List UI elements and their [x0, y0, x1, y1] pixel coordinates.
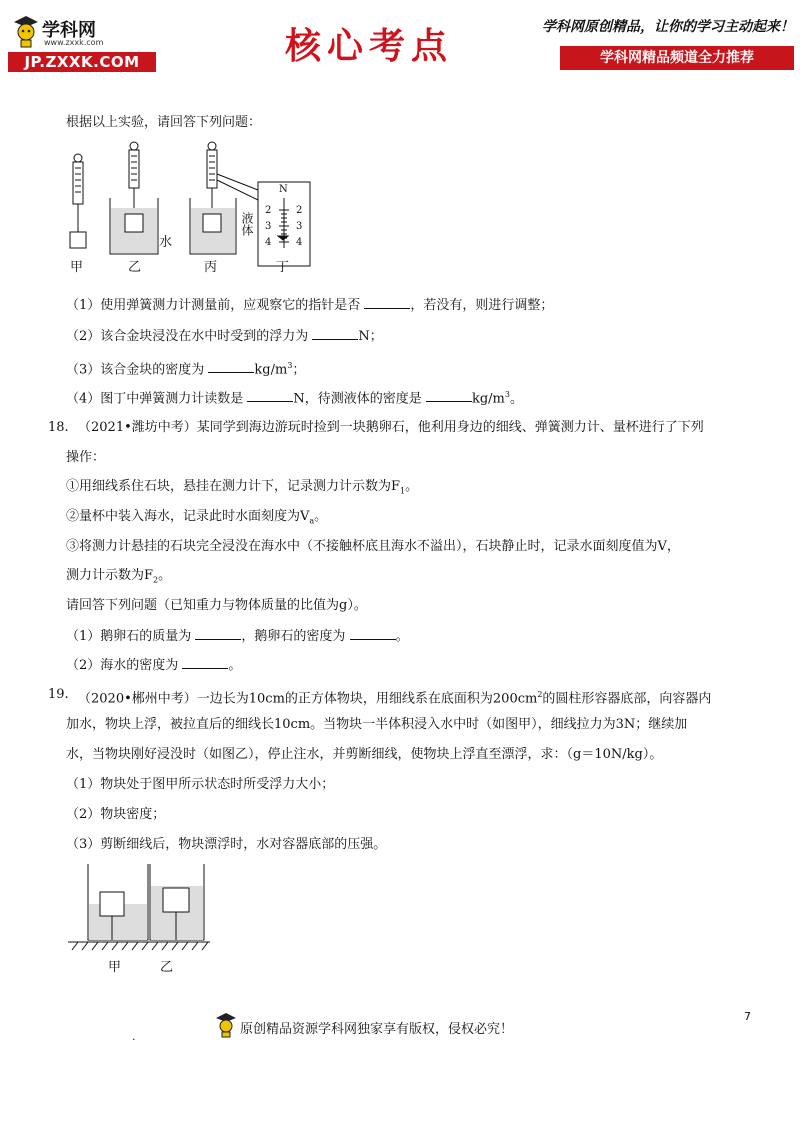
- q18-step-1: [66, 478, 418, 501]
- q18-question-1-mid: ，鹅卵石的密度为: [241, 629, 346, 644]
- header-slogan: 学科网原创精品，让你的学习主动起来！: [542, 19, 794, 35]
- q17-item-4-mid: N，待测液体的密度是: [293, 391, 422, 407]
- q18-line-2: 操作：: [66, 450, 106, 465]
- q19-line-2: 加水，物块上浮，被拉直后的细线长10cm。当物块一半体积浸入水中时（如图甲），细线拉力为3N；继续加: [66, 717, 688, 732]
- q19-question-2: （2）物块密度；: [66, 807, 166, 822]
- q18-step-3b-end: 。: [158, 568, 172, 583]
- q17-item-2-text: （2）该合金块浸没在水中时受到的浮力为: [66, 329, 309, 344]
- q18-step-1-text: ①用细线系住石块，悬挂在测力计下，记录测力计示数为F: [66, 479, 401, 494]
- logo-site-name: 学科网: [42, 20, 96, 41]
- answer-blank[interactable]: [182, 656, 228, 669]
- q19-question-1: （1）物块处于图甲所示状态时所受浮力大小；: [66, 777, 335, 792]
- header-recommend-bar: 学科网精品频道全力推荐: [560, 46, 794, 70]
- q18-step-2-end: 。: [314, 509, 328, 524]
- q18-question-2-end: 。: [228, 658, 242, 673]
- q18-number: 18.: [48, 420, 69, 435]
- answer-blank[interactable]: [247, 389, 293, 402]
- q19-line-3: 水，当物块刚好浸没时（如图乙），停止注水，并剪断细线，使物块上浮直至漂浮，求：（g＝10N/kg）。: [66, 747, 663, 762]
- scale-right-3: 3: [296, 221, 303, 232]
- answer-blank[interactable]: [312, 327, 358, 340]
- spring-scale-yi: [110, 142, 158, 254]
- page-number: 7: [744, 1010, 751, 1023]
- q19-line-1: [78, 686, 711, 708]
- q18-line-1: （2021•潍坊中考）某同学到海边游玩时捡到一块鹅卵石，他利用身边的细线、弹簧测力计、量杯进行了下列: [78, 420, 704, 435]
- subscript: 1: [400, 486, 406, 496]
- q17-item-3-end: ；: [292, 362, 306, 378]
- subscript: a: [309, 516, 315, 526]
- figure-label-ding: 丁: [276, 260, 290, 275]
- mascot-icon: [10, 14, 40, 48]
- q17-item-1-tail: ，若没有，则进行调整；: [410, 298, 554, 313]
- page-title: 核心考点: [285, 26, 454, 67]
- q18-question-1-text: （1）鹅卵石的质量为: [66, 629, 192, 644]
- figure-label-jia: 甲: [70, 260, 84, 275]
- scale-right-4: 4: [296, 237, 303, 248]
- q17-item-2-tail: N；: [358, 329, 383, 344]
- scale-unit-label: N: [279, 184, 288, 195]
- q19-number: 19.: [48, 687, 69, 702]
- scale-right-2: 2: [296, 205, 303, 216]
- figure-label-bing: 丙: [204, 260, 218, 275]
- q18-step-2: [66, 508, 327, 531]
- q17-intro: 根据以上实验，请回答下列问题：: [66, 115, 262, 130]
- header-logo[interactable]: [10, 14, 160, 50]
- unit-kg-m: kg/m: [254, 362, 288, 378]
- superscript: 2: [537, 690, 543, 699]
- water-label: 水: [159, 235, 173, 250]
- footer-copyright: 原创精品资源学科网独家享有版权，侵权必究！: [240, 1022, 514, 1037]
- logo-url-small: www.zxxk.com: [44, 38, 104, 47]
- q18-question-1: [66, 627, 409, 646]
- q19-line-1-text: （2020•郴州中考）一边长为10cm的正方体物块，用细线系在底面积为200cm: [78, 691, 538, 707]
- q17-item-3-text: （3）该合金块的密度为: [66, 362, 205, 378]
- q18-step-1-end: 。: [405, 479, 419, 494]
- q17-item-1-text: （1）使用弹簧测力计测量前，应观察它的指针是否: [66, 298, 361, 313]
- q18-step-3b-text: 测力计示数为F: [66, 568, 154, 583]
- q17-item-3: [66, 357, 305, 379]
- q17-item-4: [66, 386, 523, 408]
- unit-sup: 3: [287, 361, 293, 370]
- q19-line-1-tail: 的圆柱形容器底部，向容器内: [542, 691, 712, 707]
- footer-dot: .: [132, 1030, 136, 1043]
- answer-blank[interactable]: [426, 389, 472, 402]
- scale-left-2: 2: [265, 205, 272, 216]
- q18-ask: 请回答下列问题（已知重力与物体质量的比值为g）。: [66, 598, 367, 613]
- liquid-label: 液体: [240, 212, 254, 236]
- unit-kg-m: kg/m: [471, 391, 505, 407]
- q18-step-3b: [66, 567, 171, 590]
- figure-label-yi: 乙: [160, 960, 174, 975]
- q18-step-3: ③将测力计悬挂的石块完全浸没在海水中（不接触杯底且海水不溢出），石块静止时，记录水面刻度值为V，: [66, 539, 680, 554]
- answer-blank[interactable]: [350, 627, 396, 640]
- figure-label-jia: 甲: [108, 960, 122, 975]
- q17-figure: [60, 140, 330, 280]
- subscript: 2: [153, 575, 159, 585]
- scale-left-4: 4: [265, 237, 272, 248]
- mascot-icon: [214, 1012, 238, 1038]
- q17-item-2: [66, 327, 383, 346]
- q19-question-3: （3）剪断细线后，物块漂浮时，水对容器底部的压强。: [66, 837, 387, 852]
- answer-blank[interactable]: [364, 296, 410, 309]
- q17-item-4-text: （4）图丁中弹簧测力计读数是: [66, 391, 244, 407]
- spring-scale-jia: [70, 154, 86, 248]
- figure-label-yi: 乙: [128, 260, 142, 275]
- q19-figure: [64, 860, 214, 956]
- q18-question-1-end: 。: [395, 629, 409, 644]
- scale-left-3: 3: [265, 221, 272, 232]
- q18-question-2-text: （2）海水的密度为: [66, 658, 179, 673]
- answer-blank[interactable]: [195, 627, 241, 640]
- q17-item-1: [66, 296, 553, 315]
- q18-question-2: [66, 656, 241, 675]
- q17-item-4-end: 。: [509, 391, 523, 407]
- spring-scale-bing: [190, 142, 258, 254]
- unit-sup: 3: [504, 390, 510, 399]
- q18-step-2-text: ②量杯中装入海水，记录此时水面刻度为V: [66, 509, 310, 524]
- answer-blank[interactable]: [208, 360, 254, 373]
- logo-url-bar[interactable]: JP.ZXXK.COM: [8, 52, 156, 72]
